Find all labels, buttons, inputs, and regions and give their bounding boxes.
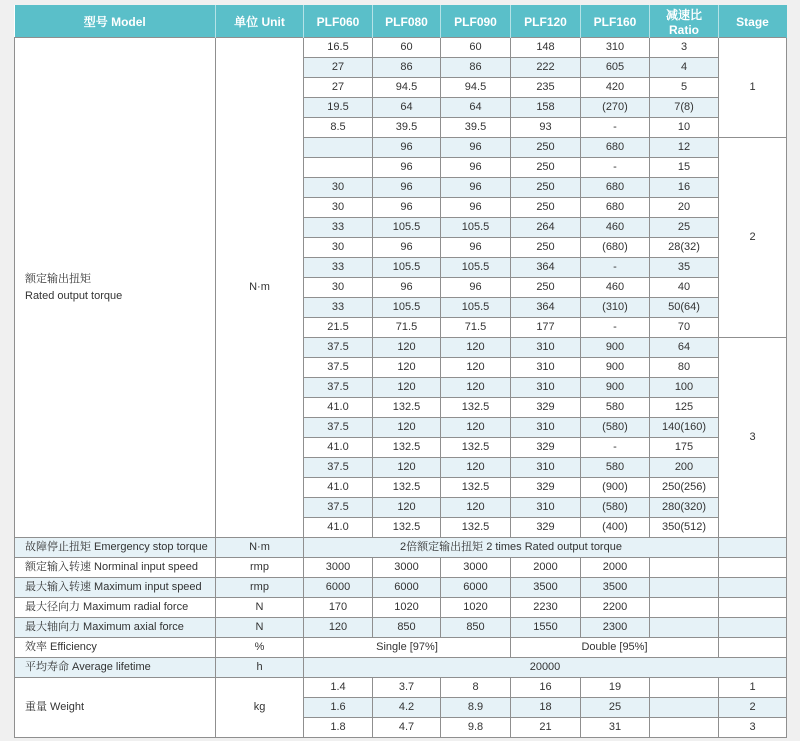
value-cell: 120 — [373, 418, 441, 438]
value-cell: - — [581, 438, 650, 458]
value-cell: 120 — [441, 338, 511, 358]
column-header-plf080: PLF080 — [373, 6, 441, 38]
value-cell: 96 — [373, 178, 441, 198]
value-cell: 2230 — [511, 598, 581, 618]
value-cell: 310 — [511, 498, 581, 518]
ratio-cell: 280(320) — [650, 498, 719, 518]
value-cell: 25 — [581, 698, 650, 718]
value-cell: - — [581, 118, 650, 138]
ratio-cell: 40 — [650, 278, 719, 298]
ratio-cell: 3 — [650, 38, 719, 58]
value-cell: 8.5 — [304, 118, 373, 138]
value-cell: 71.5 — [373, 318, 441, 338]
value-cell: 41.0 — [304, 518, 373, 538]
column-header-stage: Stage — [719, 6, 787, 38]
value-cell: 132.5 — [441, 478, 511, 498]
table-row — [15, 38, 787, 58]
merged-value-cell: Single [97%] — [304, 638, 511, 658]
value-cell: 9.8 — [441, 718, 511, 738]
value-cell: 1550 — [511, 618, 581, 638]
ratio-cell: 35 — [650, 258, 719, 278]
ratio-cell — [650, 678, 719, 698]
value-cell: 37.5 — [304, 458, 373, 478]
stage-cell: 3 — [719, 718, 787, 738]
value-cell — [650, 598, 719, 618]
table-row — [15, 598, 787, 618]
merged-value-cell: 20000 — [304, 658, 787, 678]
value-cell: (310) — [581, 298, 650, 318]
unit-cell: N·m — [216, 538, 304, 558]
value-cell: 364 — [511, 258, 581, 278]
ratio-cell: 70 — [650, 318, 719, 338]
value-cell: 30 — [304, 198, 373, 218]
value-cell: 120 — [304, 618, 373, 638]
column-header-ratio: 减速比 Ratio — [650, 6, 719, 38]
table-row — [15, 658, 787, 678]
value-cell: 120 — [373, 358, 441, 378]
value-cell: 2200 — [581, 598, 650, 618]
ratio-cell: 7(8) — [650, 98, 719, 118]
value-cell: 96 — [373, 138, 441, 158]
value-cell: 37.5 — [304, 498, 373, 518]
value-cell: 364 — [511, 298, 581, 318]
value-cell: 71.5 — [441, 318, 511, 338]
value-cell: 96 — [441, 138, 511, 158]
stage-cell: 1 — [719, 678, 787, 698]
value-cell: 158 — [511, 98, 581, 118]
value-cell: 33 — [304, 258, 373, 278]
value-cell — [650, 558, 719, 578]
value-cell: 37.5 — [304, 418, 373, 438]
ratio-cell: 4 — [650, 58, 719, 78]
value-cell: 177 — [511, 318, 581, 338]
unit-cell: rmp — [216, 558, 304, 578]
value-cell: 2300 — [581, 618, 650, 638]
value-cell: 120 — [373, 498, 441, 518]
column-header-plf090: PLF090 — [441, 6, 511, 38]
column-header-plf120: PLF120 — [511, 6, 581, 38]
value-cell: 86 — [373, 58, 441, 78]
value-cell: 264 — [511, 218, 581, 238]
value-cell: 680 — [581, 178, 650, 198]
spec-row-label: 效率 Efficiency — [15, 638, 216, 658]
value-cell: 3500 — [511, 578, 581, 598]
value-cell — [719, 578, 787, 598]
value-cell: 18 — [511, 698, 581, 718]
value-cell: 310 — [511, 418, 581, 438]
value-cell: 33 — [304, 298, 373, 318]
value-cell: 420 — [581, 78, 650, 98]
value-cell: 120 — [441, 378, 511, 398]
value-cell: 329 — [511, 478, 581, 498]
weight-row-label: 重量 Weight — [15, 678, 216, 738]
value-cell: 31 — [581, 718, 650, 738]
stage-cell: 2 — [719, 138, 787, 338]
value-cell: 6000 — [373, 578, 441, 598]
value-cell: 250 — [511, 178, 581, 198]
value-cell: 96 — [441, 278, 511, 298]
column-header-model: 型号 Model — [15, 6, 216, 38]
value-cell: 310 — [581, 38, 650, 58]
torque-row-label — [15, 38, 216, 538]
value-cell: 64 — [373, 98, 441, 118]
value-cell: 329 — [511, 518, 581, 538]
value-cell: 1.8 — [304, 718, 373, 738]
ratio-cell — [650, 698, 719, 718]
value-cell: 120 — [373, 458, 441, 478]
unit-cell: N — [216, 598, 304, 618]
value-cell: 250 — [511, 198, 581, 218]
value-cell: 96 — [441, 198, 511, 218]
value-cell: 3.7 — [373, 678, 441, 698]
value-cell: (270) — [581, 98, 650, 118]
unit-cell: % — [216, 638, 304, 658]
value-cell: 3000 — [304, 558, 373, 578]
value-cell: 148 — [511, 38, 581, 58]
value-cell — [719, 598, 787, 618]
value-cell: 39.5 — [441, 118, 511, 138]
ratio-cell: 200 — [650, 458, 719, 478]
value-cell: 37.5 — [304, 358, 373, 378]
value-cell: 120 — [441, 498, 511, 518]
value-cell: 120 — [441, 458, 511, 478]
value-cell: 30 — [304, 178, 373, 198]
value-cell: 60 — [441, 38, 511, 58]
value-cell: 96 — [373, 198, 441, 218]
ratio-cell: 140(160) — [650, 418, 719, 438]
value-cell — [304, 138, 373, 158]
value-cell: 132.5 — [441, 438, 511, 458]
column-header-plf060: PLF060 — [304, 6, 373, 38]
merged-value-cell: Double [95%] — [511, 638, 719, 658]
value-cell: 580 — [581, 458, 650, 478]
value-cell: (580) — [581, 418, 650, 438]
value-cell — [650, 578, 719, 598]
value-cell — [719, 638, 787, 658]
torque-label-en: Rated output torque — [25, 289, 123, 302]
value-cell: 41.0 — [304, 478, 373, 498]
stage-cell: 2 — [719, 698, 787, 718]
table-row — [15, 578, 787, 598]
table-row — [15, 638, 787, 658]
ratio-cell: 64 — [650, 338, 719, 358]
value-cell: (900) — [581, 478, 650, 498]
value-cell: 6000 — [304, 578, 373, 598]
value-cell: 21 — [511, 718, 581, 738]
value-cell: 96 — [441, 158, 511, 178]
table-row — [15, 558, 787, 578]
value-cell: (580) — [581, 498, 650, 518]
value-cell: 120 — [441, 358, 511, 378]
value-cell: 132.5 — [373, 478, 441, 498]
ratio-cell: 125 — [650, 398, 719, 418]
value-cell: 132.5 — [373, 398, 441, 418]
value-cell: 900 — [581, 378, 650, 398]
value-cell: 19 — [581, 678, 650, 698]
value-cell: 250 — [511, 158, 581, 178]
ratio-cell: 250(256) — [650, 478, 719, 498]
value-cell: 105.5 — [373, 218, 441, 238]
value-cell: 680 — [581, 138, 650, 158]
value-cell: 310 — [511, 338, 581, 358]
value-cell: 120 — [373, 378, 441, 398]
value-cell: 27 — [304, 58, 373, 78]
value-cell: (400) — [581, 518, 650, 538]
value-cell: 94.5 — [373, 78, 441, 98]
unit-cell: kg — [216, 678, 304, 738]
value-cell: 120 — [373, 338, 441, 358]
value-cell: 8 — [441, 678, 511, 698]
value-cell: 1.6 — [304, 698, 373, 718]
value-cell — [719, 558, 787, 578]
table-row — [15, 538, 787, 558]
table-row — [15, 618, 787, 638]
header-row — [15, 6, 787, 38]
ratio-cell: 16 — [650, 178, 719, 198]
value-cell: 250 — [511, 278, 581, 298]
value-cell: 310 — [511, 458, 581, 478]
spec-row-label: 最大输入转速 Maximum input speed — [15, 578, 216, 598]
value-cell: (680) — [581, 238, 650, 258]
value-cell: 105.5 — [441, 258, 511, 278]
value-cell: 235 — [511, 78, 581, 98]
value-cell: 37.5 — [304, 378, 373, 398]
value-cell: 132.5 — [441, 518, 511, 538]
ratio-cell: 100 — [650, 378, 719, 398]
value-cell: 1.4 — [304, 678, 373, 698]
unit-cell: N·m — [216, 38, 304, 538]
value-cell: 41.0 — [304, 438, 373, 458]
torque-label-cn: 额定输出扭矩 — [25, 273, 91, 285]
value-cell: 33 — [304, 218, 373, 238]
ratio-cell: 80 — [650, 358, 719, 378]
stage-cell: 1 — [719, 38, 787, 138]
ratio-cell: 25 — [650, 218, 719, 238]
stage-cell: 3 — [719, 338, 787, 538]
value-cell: 96 — [373, 238, 441, 258]
ratio-cell: 350(512) — [650, 518, 719, 538]
value-cell: - — [581, 318, 650, 338]
ratio-cell: 12 — [650, 138, 719, 158]
value-cell: - — [581, 258, 650, 278]
value-cell: 460 — [581, 218, 650, 238]
spec-row-label: 平均寿命 Average lifetime — [15, 658, 216, 678]
value-cell: 1020 — [373, 598, 441, 618]
value-cell: 2000 — [581, 558, 650, 578]
value-cell — [719, 618, 787, 638]
value-cell: 96 — [373, 158, 441, 178]
value-cell: 105.5 — [441, 218, 511, 238]
value-cell: 30 — [304, 238, 373, 258]
value-cell: 329 — [511, 438, 581, 458]
value-cell: 580 — [581, 398, 650, 418]
value-cell: 3500 — [581, 578, 650, 598]
value-cell: 120 — [441, 418, 511, 438]
value-cell: 96 — [373, 278, 441, 298]
value-cell: 19.5 — [304, 98, 373, 118]
value-cell: 93 — [511, 118, 581, 138]
value-cell: 86 — [441, 58, 511, 78]
value-cell: 222 — [511, 58, 581, 78]
value-cell: 16.5 — [304, 38, 373, 58]
value-cell: 310 — [511, 378, 581, 398]
unit-cell: h — [216, 658, 304, 678]
value-cell — [650, 618, 719, 638]
ratio-cell — [650, 718, 719, 738]
value-cell: 3000 — [441, 558, 511, 578]
value-cell: 60 — [373, 38, 441, 58]
spec-row-label: 故障停止扭矩 Emergency stop torque — [15, 538, 216, 558]
value-cell: 30 — [304, 278, 373, 298]
ratio-cell: 10 — [650, 118, 719, 138]
spec-row-label: 最大径向力 Maximum radial force — [15, 598, 216, 618]
table-row — [15, 678, 787, 698]
value-cell: 900 — [581, 338, 650, 358]
unit-cell: N — [216, 618, 304, 638]
value-cell: 105.5 — [373, 298, 441, 318]
value-cell: 250 — [511, 138, 581, 158]
value-cell: 96 — [441, 178, 511, 198]
value-cell: 39.5 — [373, 118, 441, 138]
value-cell: 680 — [581, 198, 650, 218]
table-header — [15, 6, 787, 38]
value-cell — [719, 538, 787, 558]
value-cell: 850 — [373, 618, 441, 638]
value-cell: 250 — [511, 238, 581, 258]
value-cell: 850 — [441, 618, 511, 638]
ratio-cell: 175 — [650, 438, 719, 458]
value-cell: 132.5 — [373, 518, 441, 538]
value-cell: 170 — [304, 598, 373, 618]
value-cell: 2000 — [511, 558, 581, 578]
table-body — [15, 38, 787, 738]
spec-row-label: 额定输入转速 Norminal input speed — [15, 558, 216, 578]
value-cell: 3000 — [373, 558, 441, 578]
value-cell: 94.5 — [441, 78, 511, 98]
value-cell: 329 — [511, 398, 581, 418]
value-cell: 41.0 — [304, 398, 373, 418]
value-cell: 4.2 — [373, 698, 441, 718]
value-cell: 310 — [511, 358, 581, 378]
value-cell: 37.5 — [304, 338, 373, 358]
ratio-cell: 20 — [650, 198, 719, 218]
value-cell: 27 — [304, 78, 373, 98]
spec-row-label: 最大轴向力 Maximum axial force — [15, 618, 216, 638]
merged-value-cell: 2倍额定输出扭矩 2 times Rated output torque — [304, 538, 719, 558]
value-cell: 460 — [581, 278, 650, 298]
value-cell — [304, 158, 373, 178]
value-cell: - — [581, 158, 650, 178]
value-cell: 8.9 — [441, 698, 511, 718]
ratio-cell: 28(32) — [650, 238, 719, 258]
value-cell: 21.5 — [304, 318, 373, 338]
value-cell: 605 — [581, 58, 650, 78]
value-cell: 132.5 — [441, 398, 511, 418]
value-cell: 105.5 — [373, 258, 441, 278]
column-header-unit: 单位 Unit — [216, 6, 304, 38]
value-cell: 96 — [441, 238, 511, 258]
value-cell: 105.5 — [441, 298, 511, 318]
value-cell: 1020 — [441, 598, 511, 618]
value-cell: 900 — [581, 358, 650, 378]
gearbox-spec-table — [14, 5, 787, 738]
value-cell: 132.5 — [373, 438, 441, 458]
value-cell: 4.7 — [373, 718, 441, 738]
ratio-cell: 50(64) — [650, 298, 719, 318]
value-cell: 16 — [511, 678, 581, 698]
value-cell: 64 — [441, 98, 511, 118]
unit-cell: rmp — [216, 578, 304, 598]
ratio-cell: 5 — [650, 78, 719, 98]
ratio-cell: 15 — [650, 158, 719, 178]
column-header-plf160: PLF160 — [581, 6, 650, 38]
value-cell: 6000 — [441, 578, 511, 598]
